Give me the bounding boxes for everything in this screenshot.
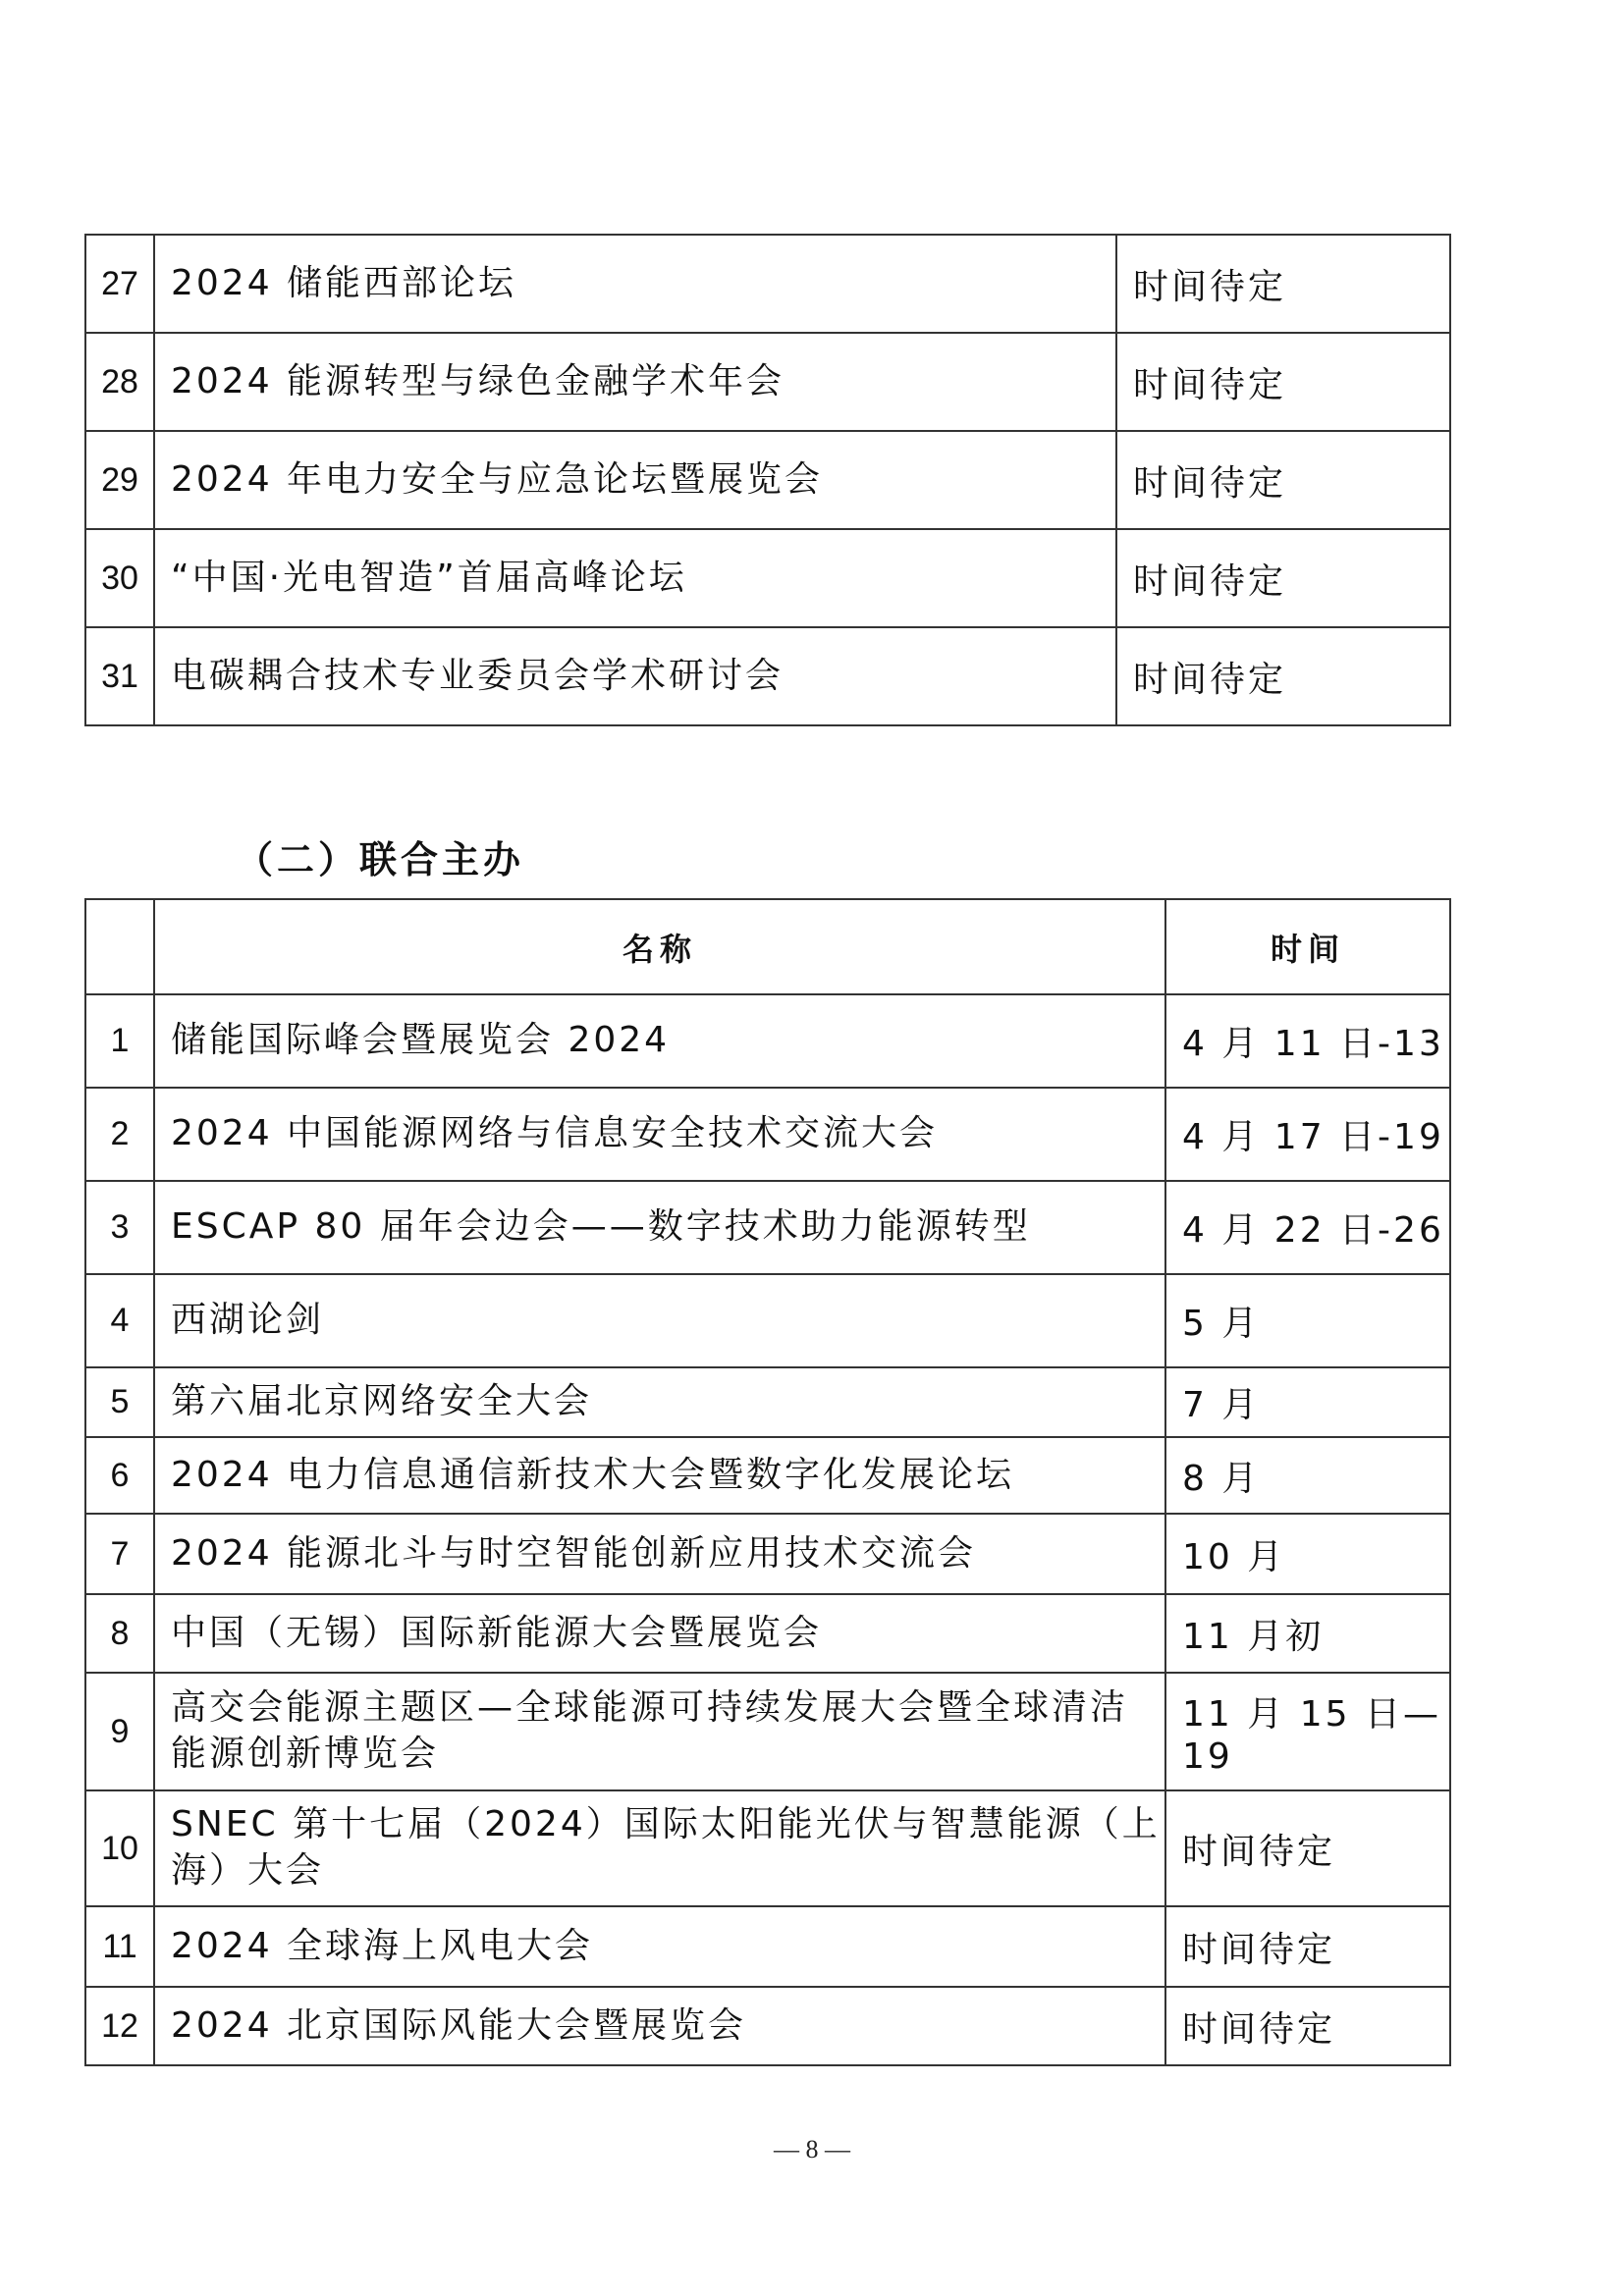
row-number: 8: [85, 1594, 154, 1673]
row-number: 11: [85, 1906, 154, 1987]
event-time: 时间待定: [1116, 235, 1450, 333]
table-row: [85, 1437, 1450, 1514]
table-row: [85, 529, 1450, 627]
table-row: [85, 1181, 1450, 1274]
event-name: 2024 储能西部论坛: [154, 235, 1116, 333]
table-row: [85, 431, 1450, 529]
row-number: 7: [85, 1514, 154, 1594]
table-header-row: [85, 899, 1450, 994]
table-row: [85, 1790, 1450, 1906]
event-name: ESCAP 80 届年会边会——数字技术助力能源转型: [154, 1181, 1165, 1274]
table-row: [85, 1088, 1450, 1181]
event-name: 2024 年电力安全与应急论坛暨展览会: [154, 431, 1116, 529]
table-row: [85, 994, 1450, 1088]
row-number: 10: [85, 1790, 154, 1906]
event-time: 4 月 11 日-13: [1165, 994, 1450, 1088]
table-row: [85, 235, 1450, 333]
section-heading-joint-hosting: （二）联合主办: [236, 838, 525, 881]
table-row: [85, 1274, 1450, 1367]
table-row: [85, 1906, 1450, 1987]
event-name: 2024 能源北斗与时空智能创新应用技术交流会: [154, 1514, 1165, 1594]
row-number: 5: [85, 1367, 154, 1437]
row-number: 4: [85, 1274, 154, 1367]
row-number: 9: [85, 1673, 154, 1790]
row-number: 6: [85, 1437, 154, 1514]
table-row: [85, 1987, 1450, 2065]
table-row: [85, 1594, 1450, 1673]
event-time: 10 月: [1165, 1514, 1450, 1594]
row-number: 3: [85, 1181, 154, 1274]
event-name: 2024 北京国际风能大会暨展览会: [154, 1987, 1165, 2065]
event-name: 2024 能源转型与绿色金融学术年会: [154, 333, 1116, 431]
row-number: 12: [85, 1987, 154, 2065]
event-name: 2024 电力信息通信新技术大会暨数字化发展论坛: [154, 1437, 1165, 1514]
event-time: 时间待定: [1116, 627, 1450, 725]
event-time: 时间待定: [1165, 1906, 1450, 1987]
table-row: [85, 1367, 1450, 1437]
event-time: 时间待定: [1165, 1790, 1450, 1906]
event-time: 11 月初: [1165, 1594, 1450, 1673]
event-time: 4 月 22 日-26: [1165, 1181, 1450, 1274]
row-number: 1: [85, 994, 154, 1088]
event-time: 时间待定: [1116, 529, 1450, 627]
event-name: 储能国际峰会暨展览会 2024: [154, 994, 1165, 1088]
header-time: 时间: [1165, 899, 1450, 994]
header-name: 名称: [154, 899, 1165, 994]
event-time: 时间待定: [1116, 431, 1450, 529]
event-name: 第六届北京网络安全大会: [154, 1367, 1165, 1437]
event-name: 2024 全球海上风电大会: [154, 1906, 1165, 1987]
table-row: [85, 1673, 1450, 1790]
header-number: [85, 899, 154, 994]
row-number: 30: [85, 529, 154, 627]
event-name: “中国·光电智造”首届高峰论坛: [154, 529, 1116, 627]
event-time: 5 月: [1165, 1274, 1450, 1367]
row-number: 31: [85, 627, 154, 725]
event-time: 8 月: [1165, 1437, 1450, 1514]
table-row: [85, 333, 1450, 431]
event-time: 7 月: [1165, 1367, 1450, 1437]
event-name: 西湖论剑: [154, 1274, 1165, 1367]
event-name: 高交会能源主题区—全球能源可持续发展大会暨全球清洁能源创新博览会: [154, 1673, 1165, 1790]
event-time: 时间待定: [1116, 333, 1450, 431]
event-name: 中国（无锡）国际新能源大会暨展览会: [154, 1594, 1165, 1673]
event-name: 2024 中国能源网络与信息安全技术交流大会: [154, 1088, 1165, 1181]
row-number: 29: [85, 431, 154, 529]
table-row: [85, 1514, 1450, 1594]
event-time: 4 月 17 日-19: [1165, 1088, 1450, 1181]
event-name: SNEC 第十七届（2024）国际太阳能光伏与智慧能源（上海）大会: [154, 1790, 1165, 1906]
event-name: 电碳耦合技术专业委员会学术研讨会: [154, 627, 1116, 725]
page-number: — 8 —: [774, 2135, 850, 2163]
row-number: 2: [85, 1088, 154, 1181]
events-table-hosted: [84, 234, 1451, 726]
row-number: 28: [85, 333, 154, 431]
table-row: [85, 627, 1450, 725]
events-table-joint: [84, 898, 1451, 2066]
event-time: 时间待定: [1165, 1987, 1450, 2065]
row-number: 27: [85, 235, 154, 333]
event-time: 11 月 15 日—19: [1165, 1673, 1450, 1790]
